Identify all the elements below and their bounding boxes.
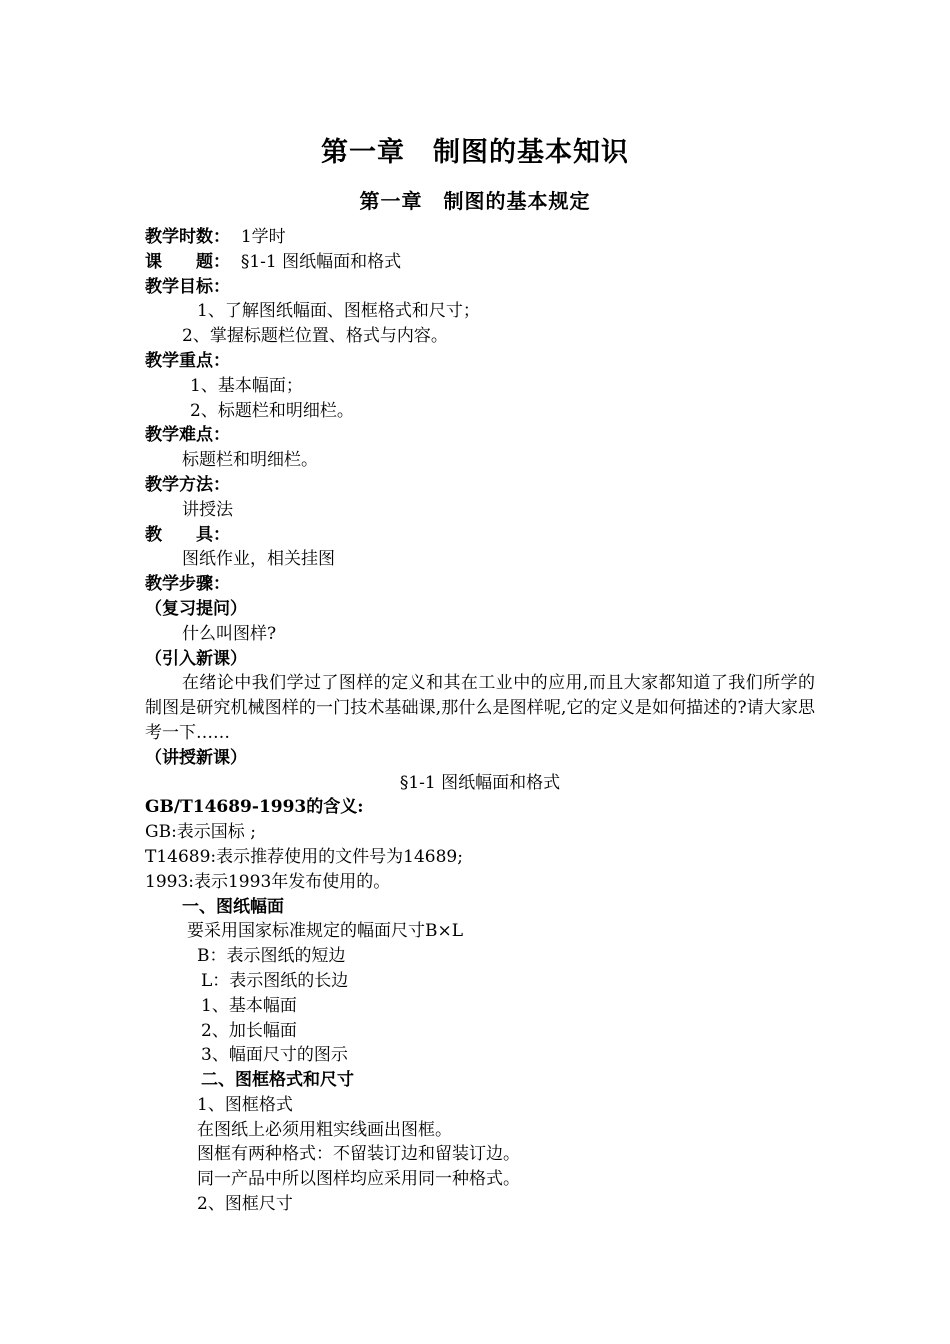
part1-line: L：表示图纸的长边 bbox=[201, 970, 349, 991]
part1-line: 3、幅面尺寸的图示 bbox=[201, 1045, 348, 1066]
review-question: 什么叫图样? bbox=[182, 623, 277, 644]
chapter-subtitle: 第一章 制图的基本规定 bbox=[359, 189, 591, 213]
difficulties-label: 教学难点： bbox=[145, 425, 230, 446]
gb-heading: GB/T14689-1993的含义: bbox=[145, 797, 364, 818]
topic-value: §1-1 图纸幅面和格式 bbox=[240, 251, 402, 272]
lesson-plan-body bbox=[145, 225, 815, 1217]
intro-paragraph: 在绪论中我们学过了图样的定义和其在工业中的应用,而且大家都知道了我们所学的制图是研究机械图样的一门技术基础课,那什么是图样呢,它的定义是如何描述的?请大家思考一下…… bbox=[145, 673, 815, 743]
section-heading: §1-1 图纸幅面和格式 bbox=[399, 772, 561, 793]
part1-line: 1、基本幅面 bbox=[201, 995, 297, 1016]
chapter-title: 第一章 制图的基本知识 bbox=[321, 137, 629, 168]
key-points-label: 教学重点： bbox=[145, 350, 230, 371]
methods-label: 教学方法： bbox=[145, 474, 230, 495]
part2-heading: 二、图框格式和尺寸 bbox=[201, 1070, 354, 1091]
review-label: （复习提问） bbox=[145, 598, 247, 619]
part1-line: 2、加长幅面 bbox=[201, 1020, 297, 1041]
objective-item: 1、了解图纸幅面、图框格式和尺寸； bbox=[197, 301, 480, 322]
gb-line: GB:表示国标 ; bbox=[145, 822, 256, 843]
key-point-item: 1、基本幅面； bbox=[190, 375, 303, 396]
topic-label: 课 题： bbox=[145, 251, 230, 272]
objectives-label: 教学目标： bbox=[145, 276, 230, 297]
lecture-label: （讲授新课） bbox=[145, 747, 247, 768]
hours-row bbox=[145, 225, 815, 250]
topic-row bbox=[145, 250, 815, 275]
gb-line: T14689:表示推荐使用的文件号为14689; bbox=[145, 846, 463, 867]
tools-text: 图纸作业，相关挂图 bbox=[182, 549, 335, 570]
part2-line: 同一产品中所以图样均应采用同一种格式。 bbox=[197, 1169, 520, 1190]
key-point-item: 2、标题栏和明细栏。 bbox=[190, 400, 354, 421]
part2-line: 在图纸上必须用粗实线画出图框。 bbox=[197, 1119, 452, 1140]
methods-text: 讲授法 bbox=[182, 499, 233, 520]
gb-line: 1993:表示1993年发布使用的。 bbox=[145, 871, 391, 892]
part2-line: 图框有两种格式：不留装订边和留装订边。 bbox=[197, 1144, 520, 1165]
intro-label: （引入新课） bbox=[145, 648, 247, 669]
part2-line: 1、图框格式 bbox=[197, 1094, 293, 1115]
tools-label: 教 具： bbox=[145, 524, 230, 545]
part2-line: 2、图框尺寸 bbox=[197, 1194, 293, 1215]
objective-item: 2、掌握标题栏位置、格式与内容。 bbox=[182, 326, 448, 347]
part1-heading: 一、图纸幅面 bbox=[182, 896, 284, 917]
steps-label: 教学步骤： bbox=[145, 574, 230, 595]
hours-label: 教学时数： bbox=[145, 227, 230, 247]
difficulties-text: 标题栏和明细栏。 bbox=[182, 450, 318, 471]
part1-line: B：表示图纸的短边 bbox=[197, 946, 346, 967]
part1-line: 要采用国家标准规定的幅面尺寸B×L bbox=[187, 921, 464, 942]
hours-value: 1学时 bbox=[240, 227, 286, 247]
